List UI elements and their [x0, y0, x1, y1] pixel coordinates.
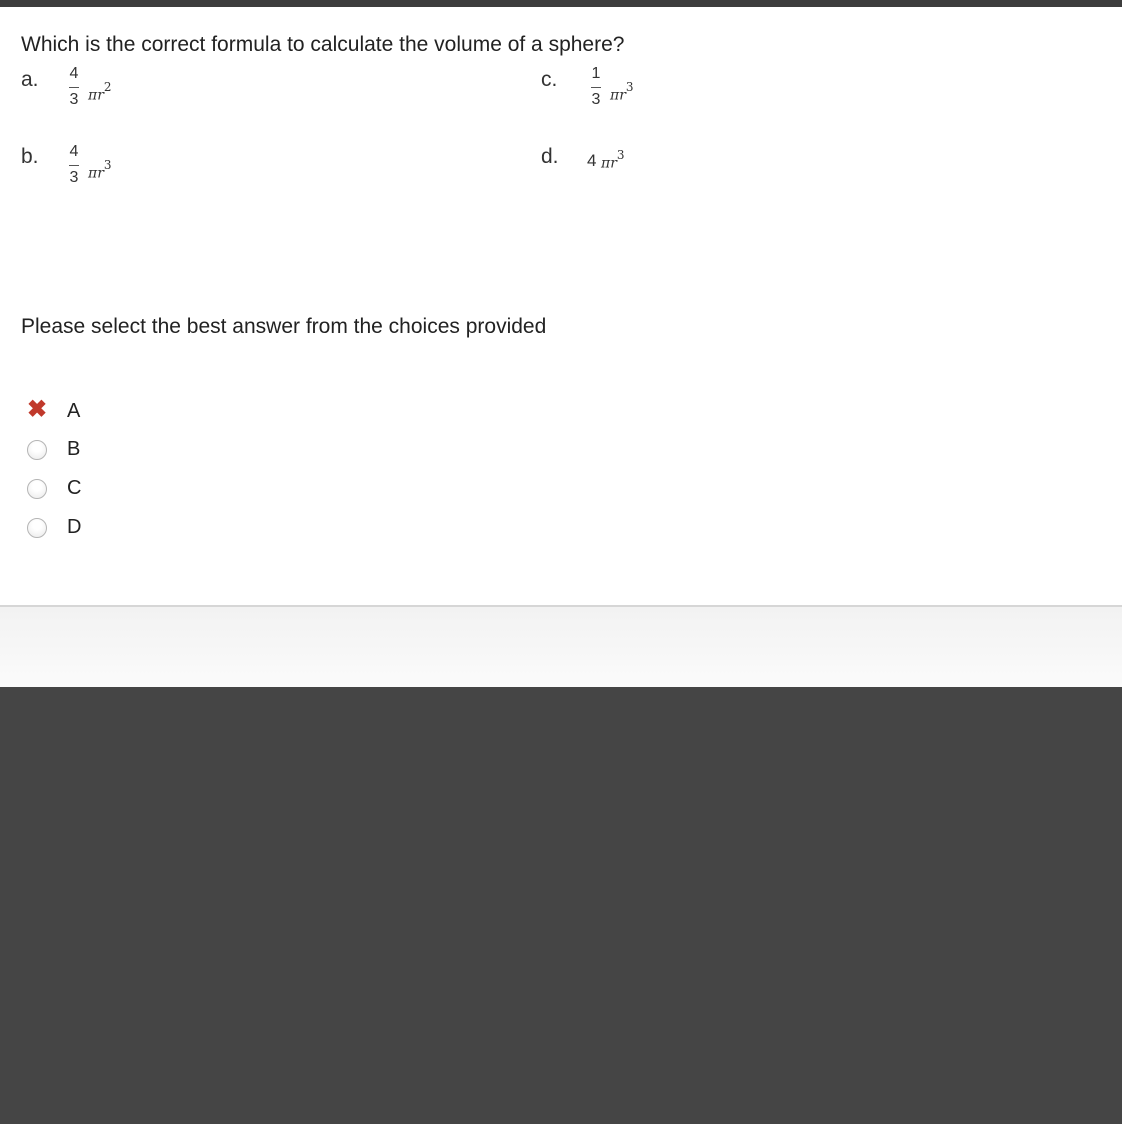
choice-a-symbol: πr: [88, 87, 104, 104]
x-mark-icon: ✖: [26, 396, 48, 423]
answer-option-a[interactable]: [25, 396, 145, 428]
choice-b-fraction: [67, 143, 81, 187]
choice-a-letter: a.: [21, 68, 39, 91]
choice-b-exponent: 3: [103, 158, 112, 172]
choice-d-coefficient: 4: [587, 151, 597, 170]
choice-d-letter: d.: [541, 145, 559, 168]
choice-c-pi-r: [610, 80, 634, 104]
choice-a-exponent: 2: [103, 80, 112, 94]
choice-a-numerator: 4: [69, 65, 79, 82]
instruction-text: Please select the best answer from the choices provided: [21, 315, 547, 338]
choice-c-exponent: 3: [625, 80, 634, 94]
answer-option-d-label: D: [67, 516, 82, 538]
answer-option-d[interactable]: [25, 516, 145, 544]
choice-a-pi-r: [88, 80, 112, 104]
choice-c-symbol: πr: [610, 87, 626, 104]
choice-b-pi-r: [88, 158, 112, 182]
answer-option-b-label: B: [67, 438, 81, 460]
answer-option-a-label: A: [67, 400, 81, 422]
radio-icon[interactable]: [27, 440, 47, 460]
choice-c-numerator: 1: [591, 65, 601, 82]
answer-option-c[interactable]: [25, 477, 145, 505]
radio-icon[interactable]: [27, 518, 47, 538]
choice-a-fraction: [67, 65, 81, 109]
choice-c-fraction: [589, 65, 603, 109]
choice-a-denominator: 3: [69, 91, 79, 108]
answer-option-c-label: C: [67, 477, 82, 499]
choice-b-letter: b.: [21, 145, 39, 168]
choice-d-symbol: πr: [601, 155, 617, 172]
choice-d-exponent: 3: [616, 148, 625, 162]
choice-b-numerator: 4: [69, 143, 79, 160]
choice-c-letter: c.: [541, 68, 558, 91]
question-text: Which is the correct formula to calculate the volume of a sphere?: [21, 33, 625, 56]
choice-d-pi-r: [601, 148, 625, 172]
choice-b-denominator: 3: [69, 169, 79, 186]
question-panel: [0, 7, 1122, 605]
top-bar: [0, 0, 1122, 7]
choice-b-symbol: πr: [88, 165, 104, 182]
radio-icon[interactable]: [27, 479, 47, 499]
answer-option-b[interactable]: [25, 438, 145, 466]
footer-strip: [0, 607, 1122, 687]
choice-c-denominator: 3: [591, 91, 601, 108]
